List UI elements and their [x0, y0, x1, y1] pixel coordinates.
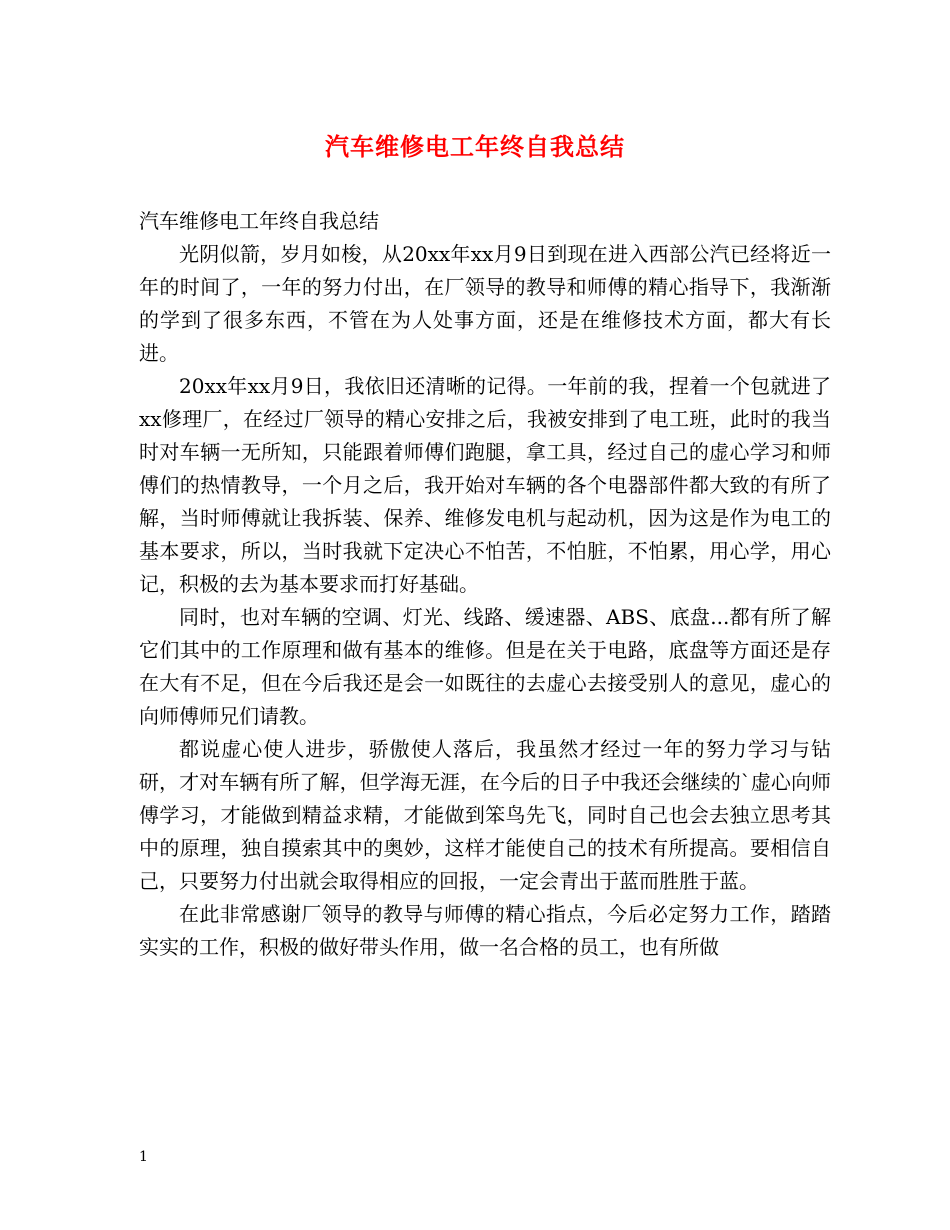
document-title: 汽车维修电工年终自我总结: [325, 132, 625, 161]
document-body: [139, 205, 831, 964]
paragraph-4: 都说虚心使人进步，骄傲使人落后，我虽然才经过一年的努力学习与钻研，才对车辆有所了解，但学海无涯，在今后的日子中我还会继续的`虚心向师傅学习，才能做到精益求精，才能做到笨鸟先飞，同时自己也会去独立思考其中的原理，独自摸索其中的奥妙，这样才能使自己的技术有所提高。要相信自己，只要努力付出就会取得相应的回报，一定会青出于蓝而胜胜于蓝。: [139, 737, 831, 893]
paragraph-2: 20xx年xx月9日，我依旧还清晰的记得。一年前的我，捏着一个包就进了xx修理厂，在经过厂领导的精心安排之后，我被安排到了电工班，此时的我当时对车辆一无所知，只能跟着师傅们跑腿，拿工具，经过自己的虚心学习和师傅们的热情教导，一个月之后，我开始对车辆的各个电器部件都大致的有所了解，当时师傅就让我拆装、保养、维修发电机与起动机，因为这是作为电工的基本要求，所以，当时我就下定决心不怕苦，不怕脏，不怕累，用心学，用心记，积极的去为基本要求而打好基础。: [139, 374, 831, 596]
paragraph-3: 同时，也对车辆的空调、灯光、线路、缓速器、ABS、底盘...都有所了解它们其中的工作原理和做有基本的维修。但是在关于电路，底盘等方面还是存在大有不足，但在今后我还是会一如既往的去虚心去接受别人的意见，虚心的向师傅师兄们请教。: [139, 605, 831, 728]
page-number: 1: [139, 1149, 148, 1165]
document-subtitle: 汽车维修电工年终自我总结: [139, 209, 379, 233]
paragraph-1: 光阴似箭，岁月如梭，从20xx年xx月9日到现在进入西部公汽已经将近一年的时间了，一年的努力付出，在厂领导的教导和师傅的精心指导下，我渐渐的学到了很多东西，不管在为人处事方面，还是在维修技术方面，都大有长进。: [139, 242, 831, 365]
paragraph-5: 在此非常感谢厂领导的教导与师傅的精心指点，今后必定努力工作，踏踏实实的工作，积极的做好带头作用，做一名合格的员工，也有所做: [139, 902, 831, 959]
